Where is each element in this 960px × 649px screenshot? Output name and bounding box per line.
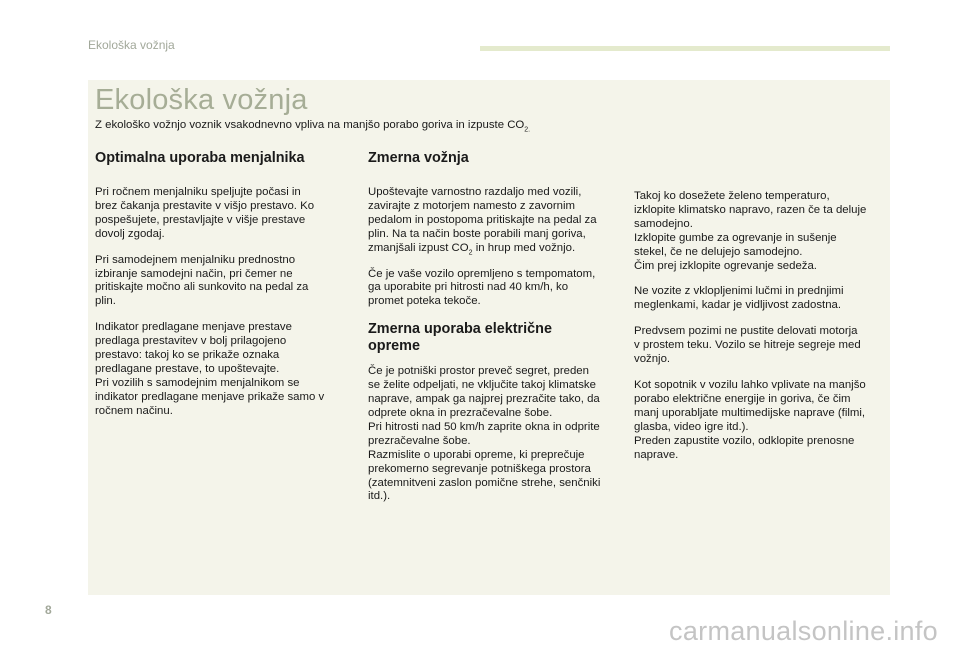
intro-subscript: 2. [524, 126, 531, 134]
heading-moderate-driving: Zmerna vožnja [368, 150, 469, 166]
heading-electrical-equipment: Zmerna uporaba električne opreme [368, 321, 552, 355]
paragraph-safe-distance-b: in hrup med vožnjo. [472, 241, 576, 254]
paragraph-multimedia: Kot sopotnik v vozilu lahko vplivate na manjšo porabo električne energije in goriva, če čim manj uporabljate multimedijske naprave (filmi, glasba, video igre itd.). Preden zapustite vozilo, odklopite prenosne naprave. [634, 378, 866, 461]
paragraph-safe-distance-a: Upoštevajte varnostno razdaljo med vozili, zavirajte z motorjem namesto z zavornim pedalom in postopoma pritiskajte na pedal za plin. Na ta način boste porabili manj goriva, zmanjšali izpust CO [368, 186, 597, 254]
paragraph-safe-distance [368, 186, 618, 256]
paragraph-idling: Predvsem pozimi ne pustite delovati motorja v prostem teku. Vozilo se hitreje segreje med vožnjo. [634, 325, 861, 366]
intro-main: Z ekološko vožnjo voznik vsakodnevno vpliva na manjšo porabo goriva in izpuste CO [95, 119, 525, 131]
paragraph-climate-control: Če je potniški prostor preveč segret, preden se želite odpeljati, ne vključite takoj klimatske naprave, ampak ga najprej prezračite tako, da odprete okna in prezračevalne šobe. Pri hitrosti nad 50 km/h zaprite okna in odprite prezračevalne šobe. Razmislite o uporabi opreme, ki preprečuje prekomerno segrevanje potniškega prostora (zatemnitveni zaslon pomične strehe, senčniki itd.). [368, 365, 601, 503]
watermark: carmanualsonline.info [669, 616, 938, 646]
intro-text [95, 118, 795, 132]
paragraph-gear-indicator: Indikator predlagane menjave prestave predlaga prestavitev v bolj prilagojeno prestavo: takoj ko se prikaže oznaka predlagane prestave, to upoštevajte. Pri vozilih s samodejnim menjalnikom se indikator predlagane menjave prikaže samo v ročnem načinu. [95, 321, 325, 417]
running-header: Ekološka vožnja [88, 38, 175, 52]
paragraph-automatic-gearbox: Pri samodejnem menjalniku prednostno izbiranje samodejni način, pri čemer ne pritiskajte močno ali sunkovito na pedal za plin. [95, 253, 309, 308]
paragraph-fog-lights: Ne vozite z vklopljenimi lučmi in prednjimi meglenkami, kadar je vidljivost zadostna. [634, 285, 844, 312]
header-rule [480, 46, 890, 51]
column-equipment-tips [634, 190, 884, 474]
page-title: Ekološka vožnja [95, 84, 308, 116]
page-number: 8 [45, 603, 52, 617]
co2-subscript: 2 [468, 248, 473, 256]
paragraph-manual-gearbox: Pri ročnem menjalniku speljujte počasi in brez čakanja prestavite v višjo prestavo. Ko pospešujete, prestavljajte v višje prestave dovolj zgodaj. [95, 186, 315, 240]
column-moderate-driving [368, 150, 618, 516]
paragraph-cruise-control: Če je vaše vozilo opremljeno s tempomatom, ga uporabite pri hitrosti nad 40 km/h, ko promet poteka tekoče. [368, 267, 596, 308]
paragraph-temperature: Takoj ko dosežete želeno temperaturo, izklopite klimatsko napravo, razen če ta deluje samodejno. Izklopite gumbe za ogrevanje in sušenje stekel, če ne delujejo samodejno. Čim prej izklopite ogrevanje sedeža. [634, 190, 867, 272]
column-gearbox [95, 150, 345, 431]
heading-optimal-gearbox: Optimalna uporaba menjalnika [95, 150, 305, 166]
